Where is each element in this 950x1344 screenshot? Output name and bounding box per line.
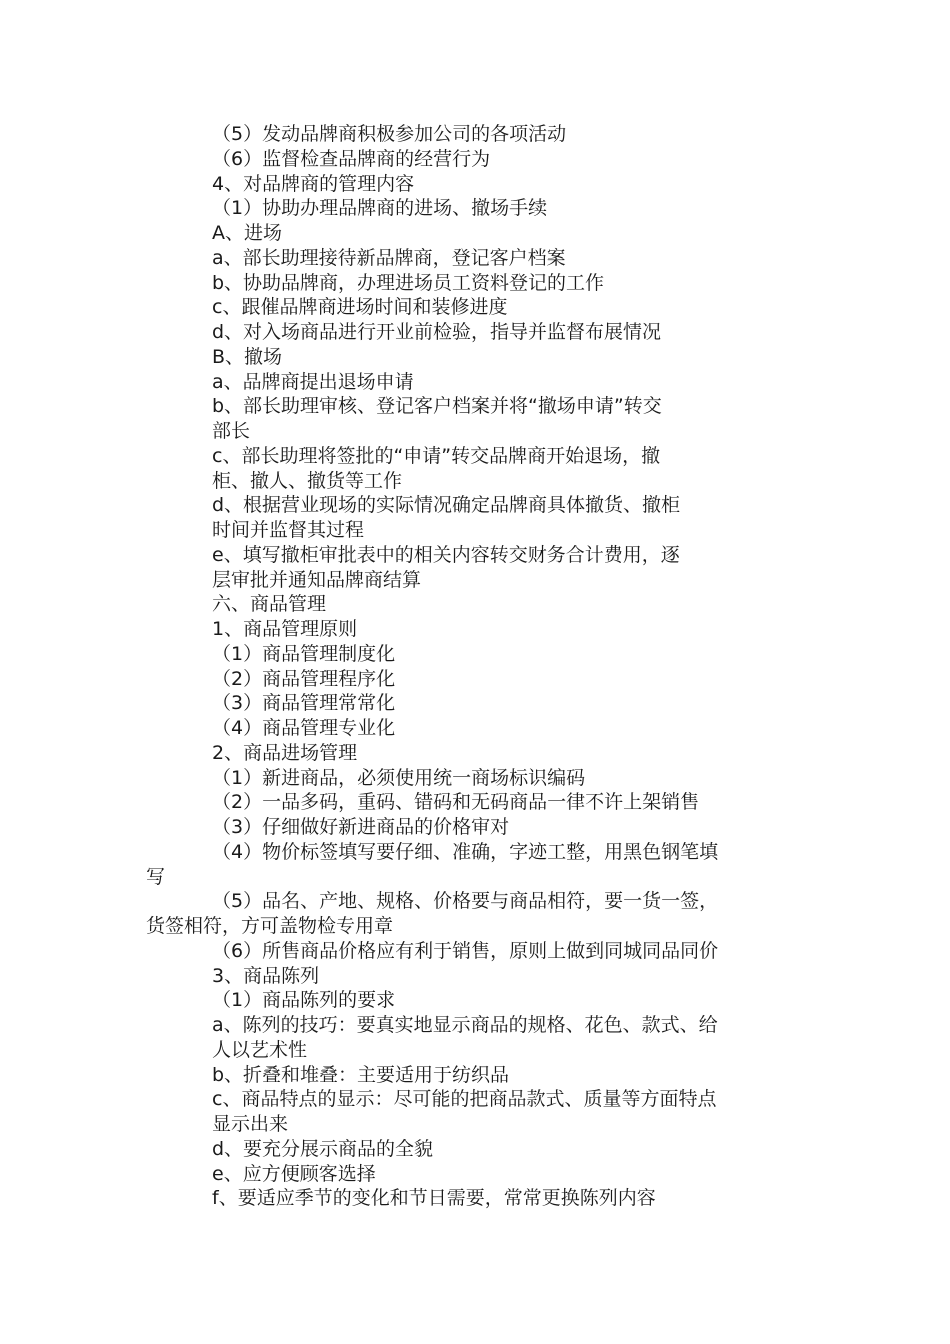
list-item: （6）所售商品价格应有利于销售，原则上做到同城同品同价 (212, 939, 719, 962)
list-item: （2）一品多码，重码、错码和无码商品一律不许上架销售 (212, 791, 700, 814)
list-item-continuation: 写 (146, 865, 166, 888)
list-item: b、折叠和堆叠：主要适用于纺织品 (212, 1063, 510, 1086)
subheading: B、撤场 (212, 345, 283, 368)
list-item: e、应方便顾客选择 (212, 1162, 376, 1185)
list-item: （4）商品管理专业化 (212, 717, 396, 739)
section-heading: 1、商品管理原则 (212, 618, 358, 640)
list-item-continuation: 部长 (212, 420, 251, 442)
subheading: A、进场 (212, 222, 282, 244)
list-item: f、要适应季节的变化和节日需要，常常更换陈列内容 (212, 1187, 656, 1210)
list-item-continuation: 货签相符，方可盖物检专用章 (146, 915, 394, 937)
list-item: （1）新进商品，必须使用统一商场标识编码 (212, 766, 586, 789)
list-item: （1）商品管理制度化 (212, 642, 396, 665)
list-item: （5）发动品牌商积极参加公司的各项活动 (212, 123, 567, 145)
list-item: （6）监督检查品牌商的经营行为 (212, 147, 491, 170)
list-item: （5）品名、产地、规格、价格要与商品相符，要一货一签， (212, 890, 719, 913)
list-item: （3）仔细做好新进商品的价格审对 (212, 816, 510, 838)
list-item: d、对入场商品进行开业前检验，指导并监督布展情况 (212, 321, 662, 343)
list-item-continuation: 时间并监督其过程 (212, 519, 365, 541)
list-item: （1）商品陈列的要求 (212, 989, 396, 1012)
list-item-continuation: 柜、撤人、撤货等工作 (212, 469, 403, 492)
list-item: （1）协助办理品牌商的进场、撤场手续 (212, 197, 548, 220)
list-item: a、品牌商提出退场申请 (212, 370, 414, 393)
list-item: d、要充分展示商品的全貌 (212, 1137, 434, 1160)
section-heading: 2、商品进场管理 (212, 741, 358, 764)
section-heading: 3、商品陈列 (212, 964, 320, 987)
list-item: a、部长助理接待新品牌商，登记客户档案 (212, 246, 566, 269)
list-item: （2）商品管理程序化 (212, 667, 396, 690)
list-item: b、部长助理审核、登记客户档案并将“撤场申请”转交 (212, 395, 662, 418)
list-item: b、协助品牌商，办理进场员工资料登记的工作 (212, 271, 605, 294)
list-item: a、陈列的技巧：要真实地显示商品的规格、花色、款式、给 (212, 1014, 718, 1036)
section-title: 六、商品管理 (212, 593, 327, 616)
list-item: （4）物价标签填写要仔细、准确，字迹工整，用黑色钢笔填 (212, 840, 719, 863)
list-item-continuation: 层审批并通知品牌商结算 (212, 568, 422, 591)
list-item-continuation: 显示出来 (212, 1113, 289, 1135)
list-item: e、填写撤柜审批表中的相关内容转交财务合计费用，逐 (212, 543, 680, 566)
list-item: c、部长助理将签批的“申请”转交品牌商开始退场，撤 (212, 444, 661, 467)
list-item: c、商品特点的显示：尽可能的把商品款式、质量等方面特点 (212, 1088, 717, 1111)
list-item: （3）商品管理常常化 (212, 692, 396, 715)
section-heading: 4、对品牌商的管理内容 (212, 172, 415, 195)
list-item: d、根据营业现场的实际情况确定品牌商具体撤货、撤柜 (212, 494, 681, 517)
list-item-continuation: 人以艺术性 (212, 1038, 308, 1061)
list-item: c、跟催品牌商进场时间和装修进度 (212, 296, 508, 319)
